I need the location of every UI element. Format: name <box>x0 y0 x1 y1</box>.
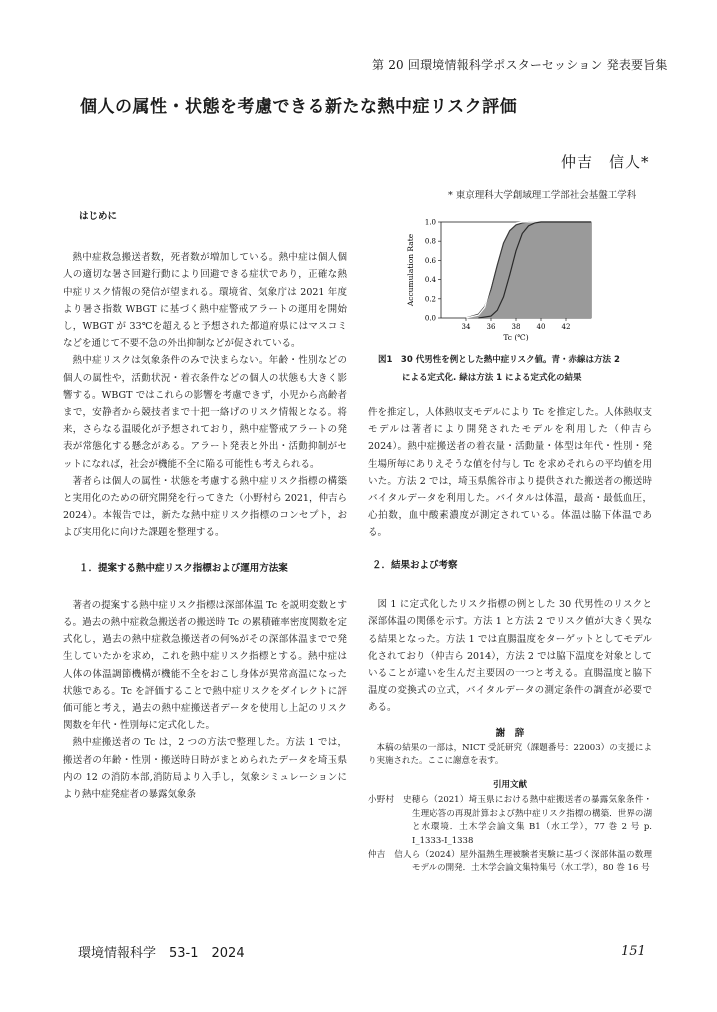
x-tick-label: 40 <box>536 323 546 331</box>
ack-heading: 謝 辞 <box>495 727 525 739</box>
y-tick-label: 0.8 <box>424 237 436 246</box>
y-tick-label: 0.4 <box>424 276 436 285</box>
section1-paragraph-1: 著者の提案する熱中症リスク指標は深部体温 Tc を説明変数とする。過去の熱中症救急搬送者の搬送時 Tc の累積確率密度関数を定式化し，過去の熱中症救急搬送者の何%がその深部体温までで発生していたかを求め，これを熱中症リスク指標とする。熱中症は人体の体温調節機構が機能不全をおこし身体が異常高温になった状態である。Tc を評価することで熱中症リスクをダイレクトに評価可能と考え，過去の熱中症搬送者データを使用し上記のリスク関数を年代・性別毎に定式化した。 <box>63 599 347 732</box>
author-name: 仲吉 信人* <box>561 153 650 171</box>
figure-caption <box>378 351 658 387</box>
section1-heading: １．提案する熱中症リスク指標および運用方法案 <box>79 562 288 574</box>
y-tick-label: 0.0 <box>424 314 436 323</box>
page-number: 151 <box>621 944 646 959</box>
caption-line-2: による定式化. 緑は方法 1 による定式化の結果 <box>402 373 582 383</box>
refs-heading: 引用文献 <box>492 780 527 791</box>
figure-1 <box>405 214 605 344</box>
ref-item: 仲吉 信人ら（2024）屋外温熱生理被験者実験に基づく深部体温の数理モデルの開発．土木学会論文集特集号（水工学），80 巻 16 号 <box>368 849 652 874</box>
paper-title: 個人の属性・状態を考慮できる新たな熱中症リスク評価 <box>80 97 518 117</box>
y-axis-label: Accumulation Rate <box>406 233 415 307</box>
affiliation: * 東京理科大学創域理工学部社会基盤工学科 <box>448 190 637 201</box>
left-column <box>63 208 347 803</box>
ack-text: 本稿の結果の一部は，NICT 受託研究（課題番号：22003）の支援により実施された。ここに謝意を表す。 <box>368 742 652 767</box>
y-tick-label: 0.2 <box>424 295 436 304</box>
x-tick-label: 42 <box>561 323 571 331</box>
y-tick-label: 1.0 <box>424 218 436 227</box>
ref-item: 小野村 史穂ら（2021）埼玉県における熱中症搬送者の暴露気象条件・生理応答の再現計算および熱中症リスク指標の構築．世界の湖と水環境．土木学会論文集 B1（水工学），77 巻 2 号 p. I_1333-I_1338 <box>368 795 652 846</box>
footer-journal: 環境情報科学 53-1 2024 <box>78 946 245 961</box>
x-tick-label: 34 <box>461 323 471 331</box>
risk-chart <box>405 214 605 344</box>
x-tick-label: 38 <box>511 323 521 331</box>
section1-paragraph-2: 熱中症搬送者の Tc は，2 つの方法で整理した。方法 1 では，搬送者の年齢・性別・搬送時日時がまとめられたデータを埼玉県内の 12 の消防本部,消防局より入手し，気象シミュレーションにより熱中症発症者の暴露気象条 <box>63 737 347 801</box>
intro-paragraph-3: 著者らは個人の属性・状態を考慮する熱中症リスク指標の構築と実用化のための研究開発を行ってきた（小野村ら 2021，仲吉ら 2024）。本報告では，新たな熱中症リスク指標のコンセプト，および実用化に向けた課題を整理する。 <box>63 475 347 539</box>
intro-paragraph-2: 熱中症リスクは気象条件のみで決まらない。年齢・性別などの個人の属性や，活動状況・着衣条件などの個人の状態も大きく影響する。WBGT ではこれらの影響を考慮できず，小児から高齢者まで，安静者から競技者まで十把一絡げのリスク情報となる。将来，さらなる温暖化が予想されており，熱中症警戒アラートの発表が常態化する懸念がある。アラート発表と外出・活動抑制がセットになれば，社会が機能不全に陥る可能性も考えられる。 <box>63 355 347 470</box>
section2-paragraph-1: 図 1 に定式化したリスク指標の例とした 30 代男性のリスクと深部体温の関係を示す。方法 1 と方法 2 でリスク値が大きく異なる結果となった。方法 1 では直腸温度をターゲットとしてモデル化されており（仲吉ら 2014），方法 2 では脇下温度を対象としていることが違いを生んだ主要因の一つと考える。直腸温度と脇下温度の変換式の立式，バイタルデータの測定条件の調査が必要である。 <box>368 599 652 714</box>
x-tick-label: 36 <box>486 323 496 331</box>
intro-heading: はじめに <box>79 211 118 222</box>
y-tick-label: 0.6 <box>424 256 436 265</box>
intro-paragraph-1: 熱中症救急搬送者数，死者数が増加している。熱中症は個人個人の適切な暑さ回避行動により回避できる症状であり，正確な熱中症リスク情報の発信が望まれる。環境省、気象庁は 2021 年度より暑さ指数 WBGT に基づく熱中症警戒アラートの運用を開始し，WBGT が 33℃を超えると予想された都道府県にはマスコミなどを通じて不要不急の外出抑制などが促されている。 <box>63 252 347 350</box>
right-column-lower <box>368 557 652 876</box>
section1-continued: 件を推定し，人体熱収支モデルにより Tc を推定した。人体熱収支モデルは著者により開発されたモデルを利用した（仲吉ら 2024）。熱中症搬送者の着衣量・活動量・体型は年代・性別・発生場所毎にありえそうな値を付与し Tc を求めそれらの平均値を用いた。方法 2 では，埼玉県熊谷市より提供された搬送者の搬送時バイタルデータを利用した。バイタルは体温，最高・最低血圧，心拍数，血中酸素濃度が測定されている。体温は脇下体温である。 <box>368 407 652 539</box>
x-axis-label: Tc (℃) <box>503 333 529 342</box>
running-head: 第 20 回環境情報科学ポスターセッション 発表要旨集 <box>372 58 668 72</box>
caption-line-1: 図1 30 代男性を例とした熱中症リスク値。青・赤線は方法 2 <box>378 355 620 365</box>
section2-heading: ２．結果および考察 <box>372 560 458 571</box>
right-column <box>368 404 652 542</box>
